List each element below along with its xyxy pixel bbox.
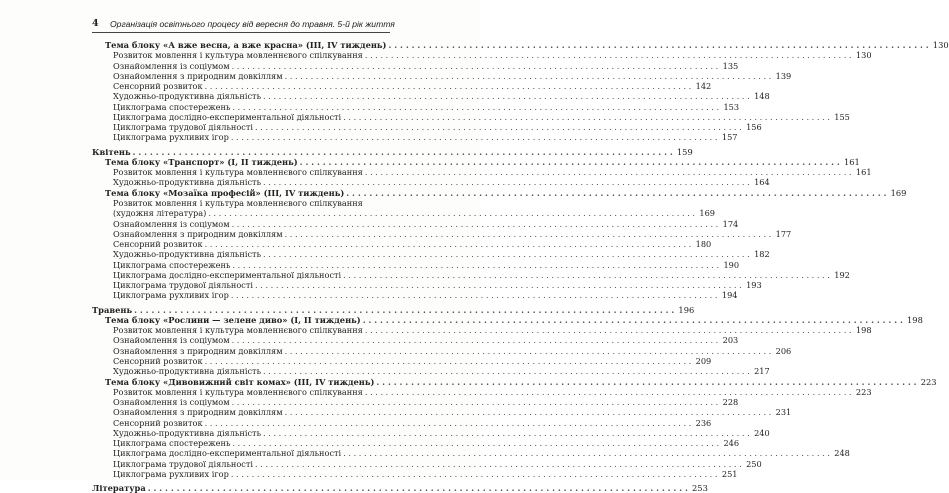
toc-entry xyxy=(92,448,850,459)
toc-entry xyxy=(92,249,770,260)
dot-leader xyxy=(343,448,830,458)
toc-page-number: 246 xyxy=(723,438,740,449)
toc-entry-label: Ознайомлення з природним довкіллям xyxy=(113,70,283,81)
toc-entry xyxy=(92,228,792,239)
toc-page-number: 130 xyxy=(932,40,949,50)
toc-page-number: 153 xyxy=(723,101,740,112)
toc-entry xyxy=(92,397,739,408)
dot-leader xyxy=(343,270,830,280)
dot-leader xyxy=(365,50,852,60)
toc-entry-label: Ознайомлення з природним довкіллям xyxy=(113,345,283,356)
dot-leader xyxy=(205,418,692,428)
toc-entry xyxy=(92,111,850,122)
toc-page-number: 253 xyxy=(692,483,708,493)
dot-leader xyxy=(363,315,903,325)
dot-leader xyxy=(231,290,718,300)
toc-page-number: 231 xyxy=(775,407,792,418)
toc-block-entry xyxy=(92,40,949,50)
toc-page-number: 148 xyxy=(754,91,770,102)
toc-entry-label: Художньо-продуктивна діяльність xyxy=(113,91,262,102)
toc-entry-label: Травень xyxy=(92,304,133,315)
dot-leader xyxy=(300,157,840,167)
toc-block-entry xyxy=(92,314,923,325)
dot-leader xyxy=(232,102,719,112)
dot-leader xyxy=(232,438,719,448)
toc-page-number: 164 xyxy=(754,177,770,188)
toc-entry-label: Ознайомлення із соціумом xyxy=(113,397,230,408)
toc-entry-label: Ознайомлення із соціумом xyxy=(113,60,230,71)
toc-entry-label: Ознайомлення із соціумом xyxy=(113,335,230,346)
toc-page-number: 155 xyxy=(834,111,850,122)
dot-leader xyxy=(148,483,688,493)
toc-month-entry xyxy=(92,483,708,493)
dot-leader xyxy=(133,147,673,157)
toc-page-number: 248 xyxy=(834,448,850,459)
dot-leader xyxy=(263,91,750,101)
running-header xyxy=(92,18,395,33)
toc-entry-label: Література xyxy=(92,483,146,493)
dot-leader xyxy=(232,335,719,345)
toc-entry-label: Тема блоку «Мозаїка професій» (III, IV тиждень) xyxy=(105,187,345,198)
toc-month-entry xyxy=(92,304,695,315)
dot-leader xyxy=(365,387,852,397)
dot-leader xyxy=(232,397,719,407)
toc-page-number: 190 xyxy=(723,259,740,270)
toc-entry xyxy=(92,132,738,143)
toc-entry-label: Циклограма дослідно-експериментальної діяльності xyxy=(113,269,342,280)
toc-entry-label: Ознайомлення з природним довкіллям xyxy=(113,407,283,418)
dot-leader xyxy=(232,61,719,71)
toc-entry-label: Циклограма дослідно-експериментальної діяльності xyxy=(113,111,342,122)
toc-entry xyxy=(92,355,712,366)
toc-entry-label: Розвиток мовлення і культура мовленнєвого спілкування xyxy=(113,325,363,336)
dot-leader xyxy=(346,188,886,198)
toc-entry-label: Сенсорний розвиток xyxy=(113,239,203,250)
toc-page-number: 193 xyxy=(746,280,762,291)
toc-entry-label: Квітень xyxy=(92,146,131,157)
toc-page-number: 251 xyxy=(721,468,738,479)
toc-entry xyxy=(92,366,770,377)
toc-entry xyxy=(92,280,762,291)
dot-leader xyxy=(285,71,772,81)
toc-page-number: 156 xyxy=(746,122,762,133)
toc-entry xyxy=(92,269,850,280)
toc-entry xyxy=(92,290,738,301)
dot-leader xyxy=(263,366,750,376)
dot-leader xyxy=(285,346,772,356)
toc-entry xyxy=(92,458,762,469)
toc-entry-label: Художньо-продуктивна діяльність xyxy=(113,249,262,260)
toc-entry xyxy=(92,239,712,250)
toc-entry-label: Циклограма рухливих ігор xyxy=(113,468,229,479)
toc-entry-label: Тема блоку «Рослини — зелене диво» (I, II тиждень) xyxy=(105,314,361,325)
toc-entry xyxy=(92,468,738,479)
toc-entry-label: Циклограма трудової діяльності xyxy=(113,280,254,291)
dot-leader xyxy=(231,469,718,479)
toc-entry xyxy=(92,407,792,418)
toc-page-number: 198 xyxy=(907,314,923,325)
toc-page-number: 169 xyxy=(699,208,716,219)
toc-page-number: 250 xyxy=(746,458,762,469)
toc-entry xyxy=(92,70,792,81)
toc-entry xyxy=(92,91,770,102)
toc-page-number: 203 xyxy=(722,335,739,346)
dot-leader xyxy=(388,40,928,50)
toc-page-number: 161 xyxy=(843,156,860,167)
toc-page-number: 130 xyxy=(855,50,872,61)
toc-entry-label: Ознайомлення із соціумом xyxy=(113,218,230,229)
dot-leader xyxy=(263,249,750,259)
toc-entry-label: Тема блоку «А вже весна, а вже красна» (III, IV тиждень) xyxy=(105,40,387,50)
toc-entry-label: Сенсорний розвиток xyxy=(113,417,203,428)
toc-entry-label: Циклограма трудової діяльності xyxy=(113,458,254,469)
toc-page-number: 223 xyxy=(855,386,872,397)
dot-leader xyxy=(231,132,718,142)
dot-leader xyxy=(285,407,772,417)
toc-entry xyxy=(92,177,770,188)
toc-entry-label: Циклограма рухливих ігор xyxy=(113,132,229,143)
toc-page-number: 174 xyxy=(722,218,739,229)
toc-page-number: 196 xyxy=(678,304,695,315)
dot-leader xyxy=(255,122,742,132)
toc-entry xyxy=(92,325,872,336)
dot-leader xyxy=(255,280,742,290)
toc-entry-label: Циклограма дослідно-експериментальної діяльності xyxy=(113,448,342,459)
toc-entry xyxy=(92,81,712,92)
toc-entry xyxy=(92,259,740,270)
toc-entry-label: Ознайомлення з природним довкіллям xyxy=(113,228,283,239)
toc-entry-label: (художня література) xyxy=(113,208,207,219)
dot-leader xyxy=(263,428,750,438)
toc-page-number: 161 xyxy=(855,167,872,178)
dot-leader xyxy=(263,177,750,187)
toc-entry-label: Розвиток мовлення і культура мовленнєвого спілкування xyxy=(113,50,363,61)
dot-leader xyxy=(343,112,830,122)
toc-entry-label: Художньо-продуктивна діяльність xyxy=(113,427,262,438)
dot-leader xyxy=(205,81,692,91)
toc-entry xyxy=(92,427,770,438)
toc-page-number: 135 xyxy=(722,60,739,71)
toc-entry-label: Циклограма спостережень xyxy=(113,438,231,449)
toc-entry-label: Циклограма трудової діяльності xyxy=(113,122,254,133)
toc-entry-label: Розвиток мовлення і культура мовленнєвого спілкування xyxy=(113,197,363,208)
toc-entry xyxy=(92,218,739,229)
toc-entry xyxy=(92,386,872,397)
dot-leader xyxy=(365,325,852,335)
toc-entry xyxy=(92,198,390,208)
toc-entry-label: Розвиток мовлення і культура мовленнєвого спілкування xyxy=(113,386,363,397)
toc-page-number: 194 xyxy=(721,290,738,301)
toc-entry xyxy=(92,335,739,346)
toc-page-number: 180 xyxy=(695,239,712,250)
toc-block-entry xyxy=(92,376,937,387)
toc-page-number: 223 xyxy=(920,376,937,387)
dot-leader xyxy=(205,356,692,366)
toc-page-number: 182 xyxy=(754,249,770,260)
toc-page-number: 192 xyxy=(834,269,850,280)
dot-leader xyxy=(232,260,719,270)
toc-page-number: 169 xyxy=(890,187,907,198)
dot-leader xyxy=(285,229,772,239)
toc-entry-label: Циклограма спостережень xyxy=(113,101,231,112)
toc-page-number: 157 xyxy=(721,132,738,143)
toc-entry-label: Тема блоку «Транспорт» (I, II тиждень) xyxy=(105,156,298,167)
toc-entry xyxy=(92,60,739,71)
toc-entry xyxy=(92,345,792,356)
toc-entry-label: Розвиток мовлення і культура мовленнєвого спілкування xyxy=(113,167,363,178)
toc-entry xyxy=(92,50,872,61)
toc-page-number: 198 xyxy=(855,325,872,336)
toc-entry-label: Циклограма рухливих ігор xyxy=(113,290,229,301)
dot-leader xyxy=(365,167,852,177)
toc-page-number: 240 xyxy=(754,427,770,438)
toc-month-entry xyxy=(92,146,693,157)
toc-page-number: 228 xyxy=(722,397,739,408)
toc-page-number: 142 xyxy=(695,81,712,92)
toc-entry-label: Сенсорний розвиток xyxy=(113,355,203,366)
toc-entry xyxy=(92,122,762,133)
toc-page-number: 139 xyxy=(775,70,792,81)
page-number: 4 xyxy=(92,18,99,29)
toc-page-number: 206 xyxy=(775,345,792,356)
dot-leader xyxy=(232,219,719,229)
toc-entry xyxy=(92,208,716,219)
toc-entry-label: Художньо-продуктивна діяльність xyxy=(113,177,262,188)
toc-page-number: 159 xyxy=(676,146,693,157)
toc-block-entry xyxy=(92,187,907,198)
toc-entry-label: Художньо-продуктивна діяльність xyxy=(113,366,262,377)
toc-entry-label: Сенсорний розвиток xyxy=(113,81,203,92)
toc-page-number: 217 xyxy=(754,366,770,377)
toc-entry-label: Циклограма спостережень xyxy=(113,259,231,270)
dot-leader xyxy=(205,239,692,249)
toc-entry xyxy=(92,167,872,178)
running-title: Організація освітнього процесу від вересня до травня. 5-й рік життя xyxy=(110,19,395,29)
toc-page-number: 177 xyxy=(775,228,792,239)
toc-entry xyxy=(92,101,740,112)
dot-leader xyxy=(208,208,695,218)
toc-page-number: 209 xyxy=(695,355,712,366)
toc-entry xyxy=(92,417,712,428)
toc-entry xyxy=(92,438,740,449)
table-of-contents xyxy=(92,40,949,493)
toc-block-entry xyxy=(92,156,860,167)
dot-leader xyxy=(255,459,742,469)
toc-page-number: 236 xyxy=(695,417,712,428)
dot-leader xyxy=(134,305,674,315)
dot-leader xyxy=(376,377,916,387)
toc-entry-label: Тема блоку «Дивовижний світ комах» (III, IV тиждень) xyxy=(105,376,375,387)
